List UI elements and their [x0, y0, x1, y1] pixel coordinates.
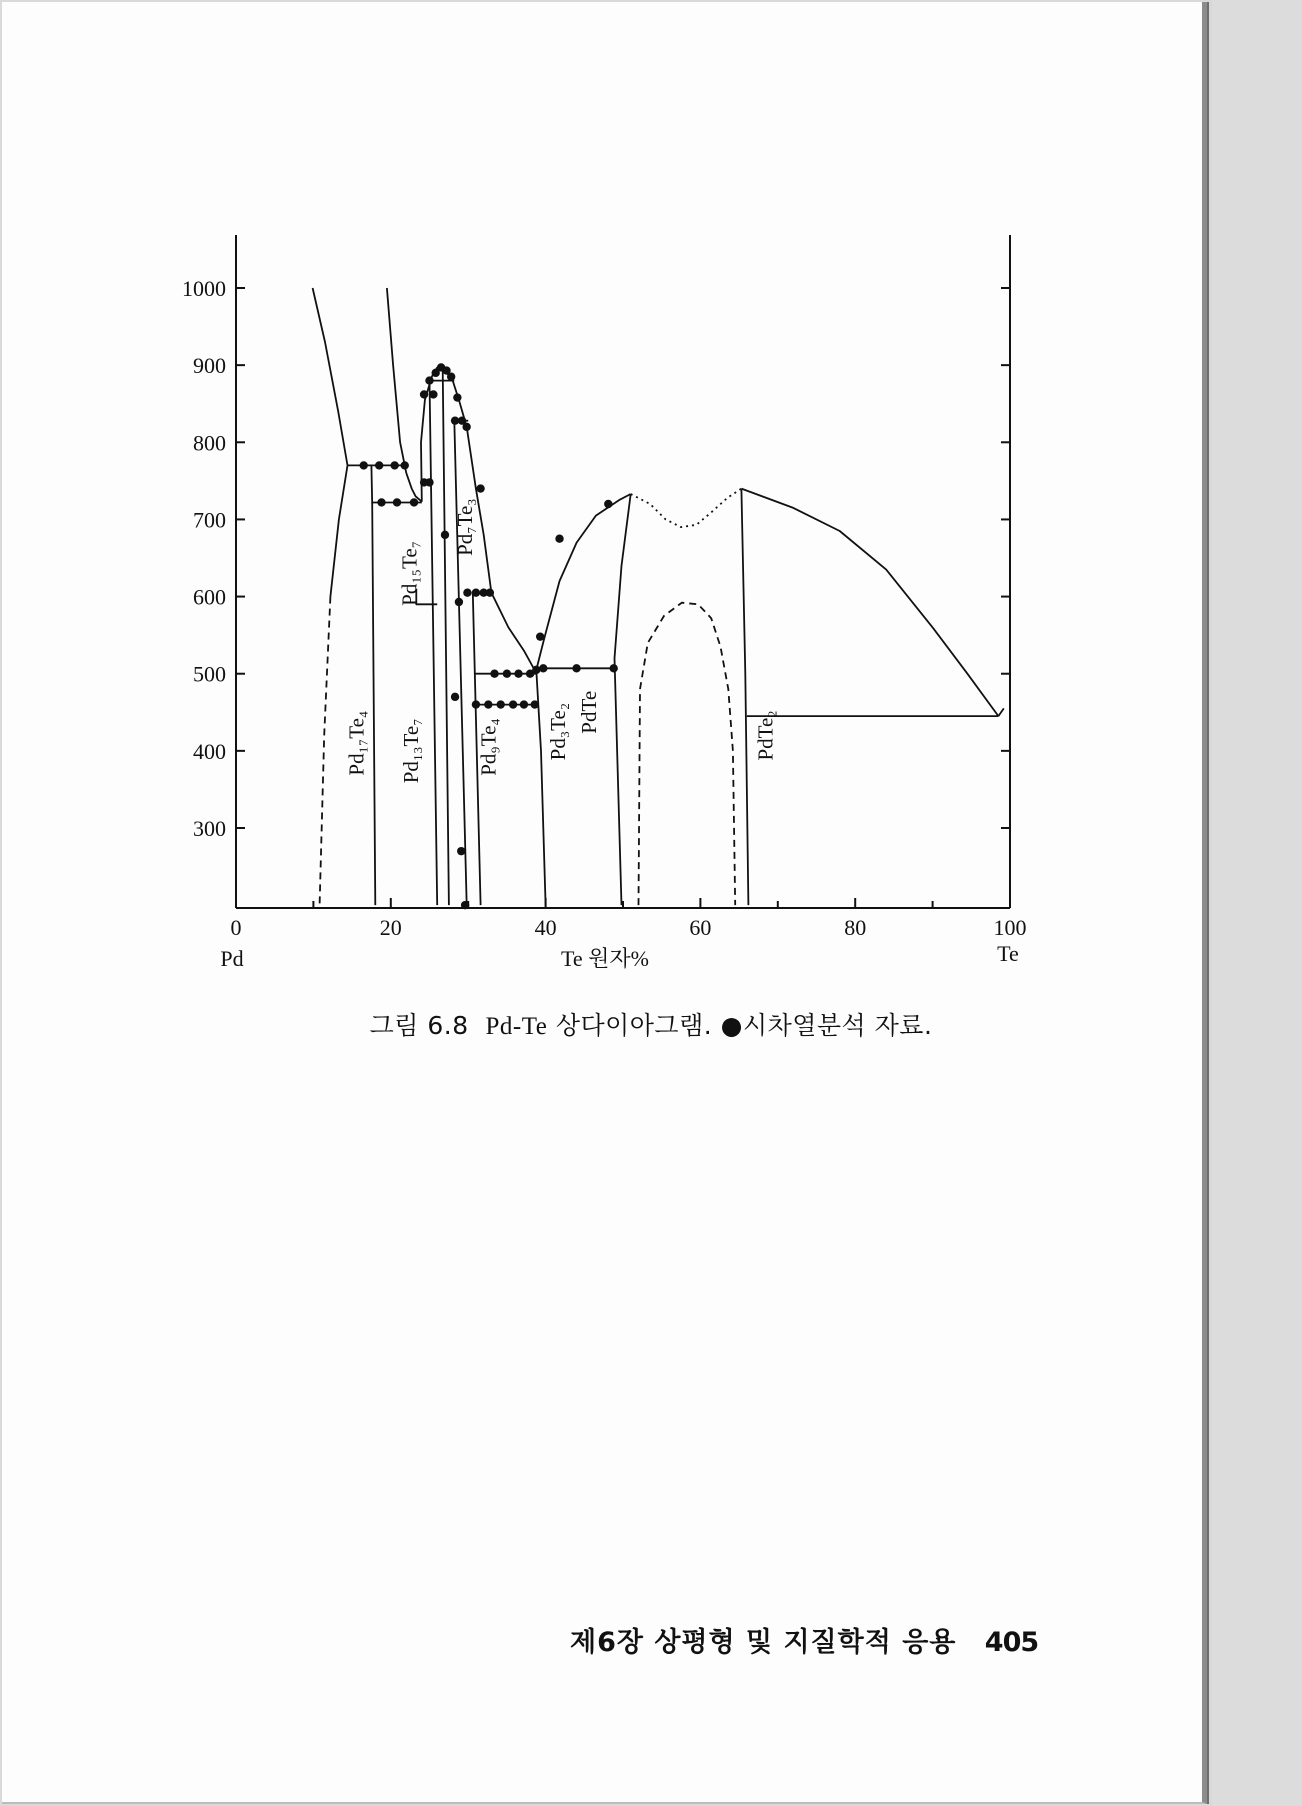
caption-note: ●시차열분석 자료. [720, 1011, 933, 1040]
dta-point [377, 498, 385, 506]
dta-point [503, 670, 511, 678]
phase-boundary-6 [491, 593, 536, 674]
dta-point [472, 589, 480, 597]
dta-point [462, 423, 470, 431]
dta-point [572, 664, 580, 672]
dta-point [472, 700, 480, 708]
dta-point [490, 670, 498, 678]
tick-labels [182, 276, 1027, 940]
dta-point [401, 461, 409, 469]
caption-system: Pd-Te [485, 1013, 548, 1040]
phase-label: Pd₉Te₄ [476, 718, 501, 776]
phase-boundary-11 [639, 603, 736, 905]
dta-point [425, 478, 433, 486]
dta-point [410, 498, 418, 506]
y-tick-label: 1000 [182, 276, 226, 301]
x-tick-label: 40 [534, 915, 557, 940]
pd-end-label: Pd [220, 946, 244, 971]
phase-boundary-4 [406, 473, 422, 502]
phase-boundary-15 [454, 421, 466, 905]
dta-point [479, 589, 487, 597]
dta-point [484, 700, 492, 708]
y-tick-label: 800 [193, 430, 226, 456]
phase-boundary-18 [615, 494, 631, 905]
running-footer [570, 1620, 1038, 1659]
y-tick-label: 900 [193, 353, 226, 379]
dta-point [536, 632, 544, 640]
dta-point [420, 390, 428, 398]
y-tick-label: 400 [193, 738, 226, 764]
phase-boundary-12 [371, 465, 375, 905]
chapter-title: 제6장 상평형 및 지질학적 응용 [570, 1627, 957, 1658]
dta-point [393, 498, 401, 506]
y-tick-label: 300 [193, 816, 226, 841]
x-tick-label: 0 [230, 915, 242, 940]
dta-point [457, 847, 465, 855]
dta-point [509, 700, 517, 708]
x-tick-label: 100 [993, 915, 1027, 940]
dta-point [375, 461, 383, 469]
x-axis-label: Te 원자% [561, 946, 649, 971]
dta-point [476, 484, 484, 492]
dta-point [604, 500, 612, 508]
phase-boundary-0 [313, 288, 348, 465]
dta-point [461, 901, 469, 909]
dta-point [451, 693, 459, 701]
y-tick-label: 600 [193, 584, 226, 610]
caption-label: 그림 6.8 [369, 1011, 469, 1040]
dta-point [555, 535, 563, 543]
phase-boundary-13 [430, 381, 438, 906]
y-tick-label: 500 [193, 661, 226, 687]
dta-point [520, 700, 528, 708]
dta-point [610, 664, 618, 672]
dta-point [455, 598, 463, 606]
dta-point [425, 376, 433, 384]
page-number: 405 [984, 1627, 1039, 1658]
dta-point [497, 700, 505, 708]
dta-point [453, 393, 461, 401]
x-tick-label: 20 [379, 915, 402, 940]
phase-label: Pd₁₇Te₄ [344, 710, 369, 776]
y-tick-label: 700 [193, 507, 226, 533]
x-tick-label: 80 [844, 915, 867, 940]
dta-point [539, 664, 547, 672]
dta-point [360, 461, 368, 469]
dta-point [429, 390, 437, 398]
figure-caption [0, 1006, 1302, 1042]
te-end-label: Te [997, 941, 1019, 966]
chart-axes [236, 235, 1010, 908]
phase-boundary-10 [998, 708, 1003, 716]
dta-point [514, 670, 522, 678]
phase-boundary-3 [387, 288, 406, 473]
phase-boundary-9 [741, 489, 998, 716]
dta-point [532, 666, 540, 674]
dta-points [360, 363, 618, 909]
x-tick-label: 60 [689, 915, 712, 940]
phase-label: PdTe₂ [753, 710, 778, 761]
phase-boundary-2 [320, 597, 331, 906]
phase-label: Pd₇Te₃ [453, 498, 478, 556]
dta-point [441, 531, 449, 539]
phase-label: Pd₁₃Te₇ [398, 718, 423, 784]
dta-point [390, 461, 398, 469]
phase-label: PdTe [576, 690, 601, 734]
dta-point [447, 373, 455, 381]
phase-label: Pd₃Te₂ [545, 702, 570, 761]
phase-label: Pd₁₅Te₇ [397, 541, 422, 606]
caption-title: 상다이아그램. [555, 1011, 713, 1040]
phase-boundary-8 [631, 489, 742, 527]
phase-boundary-1 [330, 465, 347, 596]
phase-boundary-19 [741, 489, 748, 905]
phase-boundary-14 [443, 369, 449, 905]
dta-point [463, 589, 471, 597]
phase-boundary-7 [536, 494, 630, 670]
dta-point [531, 700, 539, 708]
